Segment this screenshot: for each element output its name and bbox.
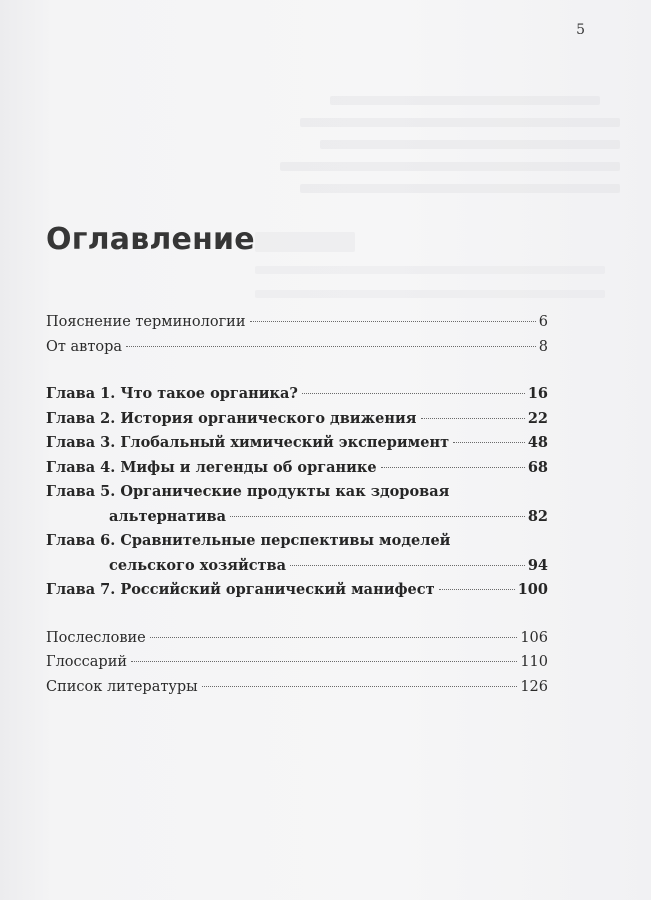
toc-entry[interactable] [46, 335, 548, 360]
show-through [330, 96, 600, 105]
toc-entry-label: Глава 3. Глобальный химический эксперимент [46, 434, 450, 451]
show-through [300, 184, 620, 193]
toc-chapter[interactable] [46, 529, 548, 578]
toc-entry[interactable] [46, 650, 548, 675]
toc-entry-page: 8 [538, 338, 548, 355]
toc-entry-page: 48 [527, 434, 548, 451]
toc-entry-label: От автора [46, 338, 123, 355]
toc-entry-label-line2: сельского хозяйства [109, 556, 287, 574]
toc-entry-page: 106 [520, 629, 548, 646]
dot-leader [381, 467, 525, 468]
toc-entry-label: Глава 4. Мифы и легенды об органике [46, 458, 377, 476]
toc-entry-label: Послесловие [46, 629, 146, 646]
page-number: 5 [576, 22, 585, 38]
toc-chapter[interactable] [46, 578, 548, 603]
toc-chapter[interactable] [46, 456, 548, 481]
toc-entry-label-line1: Глава 6. Сравнительные перспективы моделей [46, 532, 451, 549]
toc-entry-page: 100 [517, 581, 548, 598]
dot-leader [230, 516, 525, 517]
dot-leader [421, 418, 525, 419]
show-through [255, 232, 355, 252]
dot-leader [439, 589, 515, 590]
toc-chapter[interactable] [46, 382, 548, 407]
dot-leader [126, 346, 536, 347]
toc-entry-label: Глоссарий [46, 654, 128, 670]
toc-entry-page: 22 [527, 409, 548, 427]
show-through [255, 290, 605, 298]
toc-entry-label: Глава 2. История органического движения [46, 409, 417, 427]
show-through [255, 266, 605, 274]
dot-leader [202, 686, 518, 687]
toc-entry-label-line1: Глава 5. Органические продукты как здоровая [46, 483, 450, 500]
dot-leader [302, 393, 525, 394]
toc-entry-label: Глава 1. Что такое органика? [46, 385, 298, 402]
show-through [280, 162, 620, 171]
table-of-contents [46, 310, 548, 699]
toc-entry-continuation [46, 505, 548, 530]
toc-entry-page: 110 [520, 654, 548, 670]
toc-title: Оглавление [46, 222, 255, 257]
toc-entry[interactable] [46, 310, 548, 335]
toc-chapter[interactable] [46, 480, 548, 529]
toc-entry[interactable] [46, 626, 548, 651]
toc-entry-page: 82 [527, 507, 548, 525]
toc-entry[interactable] [46, 675, 548, 700]
dot-leader [453, 442, 525, 443]
toc-entry-label: Список литературы [46, 678, 198, 695]
section-gap [46, 359, 548, 382]
show-through [300, 118, 620, 127]
toc-entry-page: 6 [538, 314, 548, 330]
toc-entry-label: Глава 7. Российский органический манифест [46, 581, 435, 598]
section-gap [46, 603, 548, 626]
dot-leader [250, 321, 536, 322]
toc-chapter[interactable] [46, 407, 548, 432]
toc-entry-page: 126 [520, 678, 548, 695]
toc-entry-page: 16 [527, 385, 548, 402]
dot-leader [290, 565, 525, 566]
toc-chapter[interactable] [46, 431, 548, 456]
toc-entry-page: 94 [527, 556, 548, 574]
toc-entry-continuation [46, 554, 548, 579]
dot-leader [131, 661, 517, 662]
toc-entry-label: Пояснение терминологии [46, 314, 246, 330]
dot-leader [150, 637, 518, 638]
show-through [320, 140, 620, 149]
toc-entry-page: 68 [527, 458, 548, 476]
toc-entry-label-line2: альтернатива [109, 507, 227, 525]
